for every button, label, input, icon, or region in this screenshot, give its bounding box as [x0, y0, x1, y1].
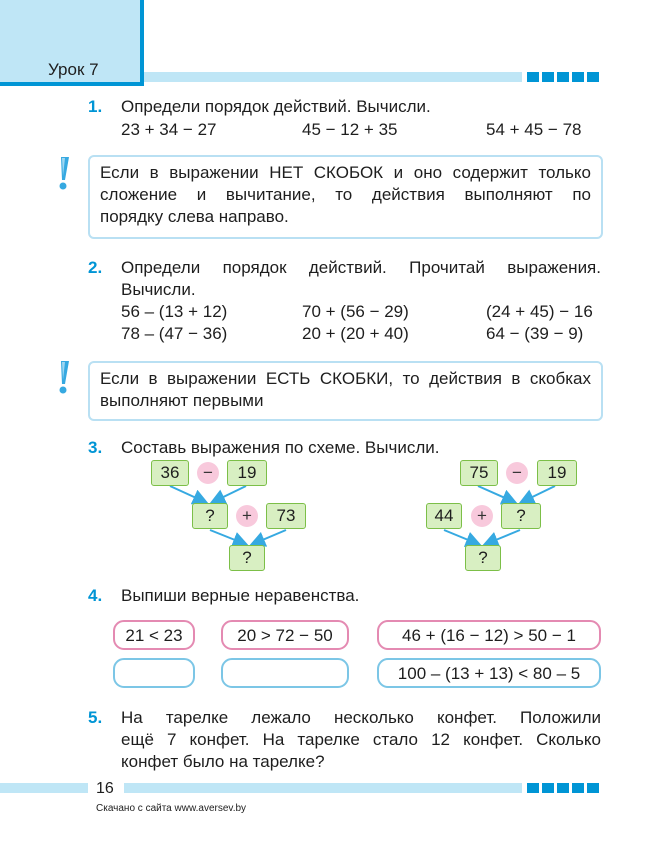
scheme-left-number-c: 73 [266, 503, 306, 529]
header-square-3 [557, 72, 569, 82]
rule-1-line-2: сложение и вычитание, то действия выполняют по [100, 185, 591, 204]
rule-box-2 [88, 361, 603, 421]
scheme-left-plus-sign: + [236, 505, 258, 527]
scheme-right-plus-sign: + [471, 505, 493, 527]
rule-2-line-2: выполняют первыми [100, 391, 264, 410]
task-2-row1-expr-1: 56 – (13 + 12) [121, 302, 228, 321]
header-stripe [144, 72, 522, 82]
answer-blank-1[interactable] [113, 658, 195, 688]
exclamation-icon [57, 156, 71, 190]
task-4-number: 4. [88, 586, 103, 605]
header-square-1 [527, 72, 539, 82]
header-square-2 [542, 72, 554, 82]
inequality-2: 20 > 72 − 50 [221, 620, 349, 650]
task-2-row2-expr-3: 64 − (39 − 9) [486, 324, 584, 343]
scheme-right-intermediate: ? [501, 503, 541, 529]
task-2-instruction-line-1: Определи порядок действий. Прочитай выражения. [121, 258, 601, 277]
task-3-number: 3. [88, 438, 103, 457]
inequality-4: 100 – (13 + 13) < 80 – 5 [377, 658, 601, 688]
footer-stripe [124, 783, 522, 793]
rule-1-line-3: порядку слева направо. [100, 207, 289, 226]
lesson-title: Урок 7 [48, 60, 99, 79]
task-3-instruction: Составь выражения по схеме. Вычисли. [121, 438, 440, 457]
task-1-expression-1: 23 + 34 − 27 [121, 120, 217, 139]
answer-blank-2[interactable] [221, 658, 349, 688]
task-5-line-1: На тарелке лежало несколько конфет. Положили [121, 708, 601, 727]
task-1-instruction: Определи порядок действий. Вычисли. [121, 97, 431, 116]
scheme-right-number-c: 44 [426, 503, 462, 529]
task-2-row1-expr-2: 70 + (56 − 29) [302, 302, 409, 321]
footer-square-5 [587, 783, 599, 793]
task-1-number: 1. [88, 97, 103, 116]
scheme-right-number-b: 19 [537, 460, 577, 486]
footer-square-4 [572, 783, 584, 793]
footer-square-1 [527, 783, 539, 793]
task-2-row2-expr-2: 20 + (20 + 40) [302, 324, 409, 343]
footer-square-2 [542, 783, 554, 793]
task-5-line-3: конфет было на тарелке? [121, 752, 325, 771]
scheme-right-result: ? [465, 545, 501, 571]
footer-square-3 [557, 783, 569, 793]
inequality-3: 46 + (16 − 12) > 50 − 1 [377, 620, 601, 650]
rule-1-line-1: Если в выражении НЕТ СКОБОК и оно содержит только [100, 163, 591, 182]
scheme-left-intermediate: ? [192, 503, 228, 529]
scheme-left-minus-sign: − [197, 462, 219, 484]
rule-2-line-1: Если в выражении ЕСТЬ СКОБКИ, то действия в скобках [100, 369, 591, 388]
header-square-4 [572, 72, 584, 82]
scheme-left-number-a: 36 [151, 460, 189, 486]
download-credit: Скачано с сайта www.aversev.by [96, 803, 247, 814]
scheme-left-result: ? [229, 545, 265, 571]
scheme-left-number-b: 19 [227, 460, 267, 486]
task-4-instruction: Выпиши верные неравенства. [121, 586, 360, 605]
footer-stripe-left [0, 783, 88, 793]
inequality-1: 21 < 23 [113, 620, 195, 650]
task-1-expression-2: 45 − 12 + 35 [302, 120, 398, 139]
task-2-number: 2. [88, 258, 103, 277]
task-2-instruction-line-2: Вычисли. [121, 280, 196, 299]
task-2-row2-expr-1: 78 – (47 − 36) [121, 324, 228, 343]
task-2-row1-expr-3: (24 + 45) − 16 [486, 302, 593, 321]
rule-box-1 [88, 155, 603, 239]
task-5-line-2: ещё 7 конфет. На тарелке стало 12 конфет. Сколько [121, 730, 601, 749]
scheme-right-number-a: 75 [460, 460, 498, 486]
task-1-expression-3: 54 + 45 − 78 [486, 120, 582, 139]
scheme-right-minus-sign: − [506, 462, 528, 484]
header-square-5 [587, 72, 599, 82]
exclamation-icon [57, 360, 71, 394]
page-number: 16 [96, 780, 114, 797]
task-5-number: 5. [88, 708, 103, 727]
